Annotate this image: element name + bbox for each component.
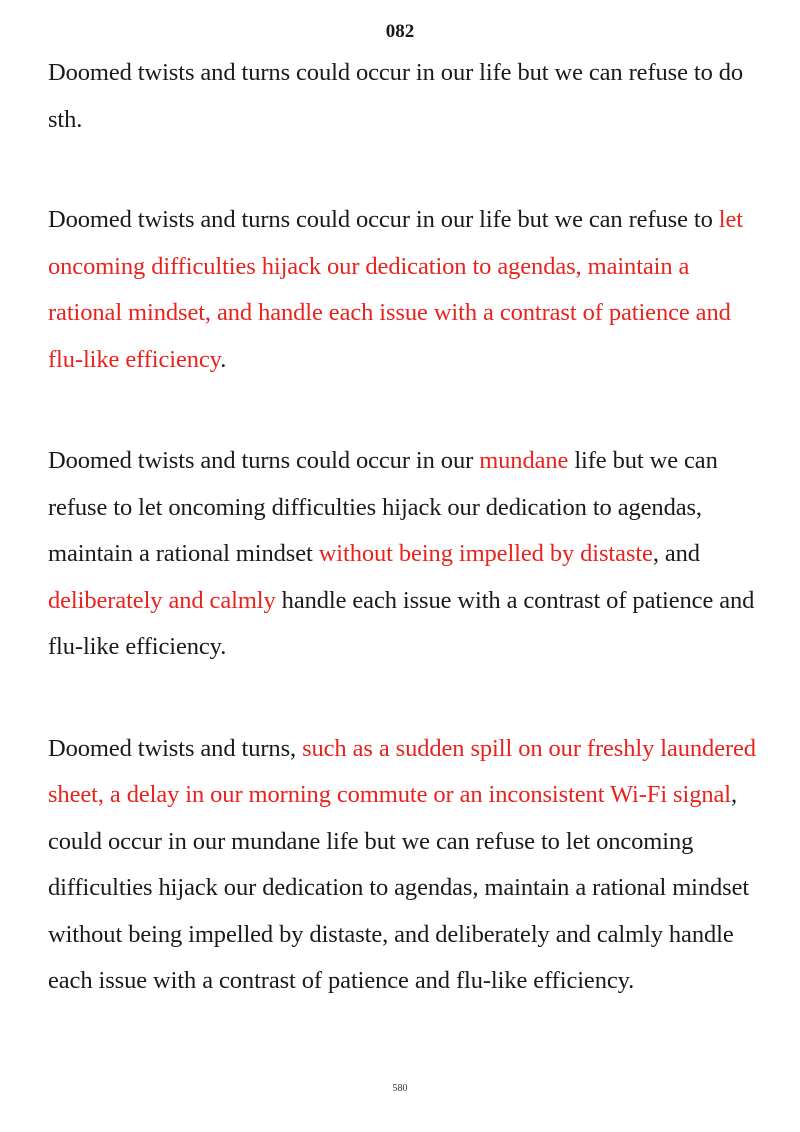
text-segment: Doomed twists and turns could occur in our bbox=[48, 447, 480, 474]
paragraph-base-sentence bbox=[48, 50, 763, 143]
highlighted-segment: mundane bbox=[479, 447, 569, 474]
text-segment: Doomed twists and turns could occur in our life but we can refuse to bbox=[48, 206, 719, 233]
text-segment: , could occur in our mundane life but we can refuse to let oncoming difficulties hijack our dedication to agendas, maintain a rational mindset without being impelled by distaste, and deliberately and calmly handle each issue with a contrast of patience and flu-like efficiency. bbox=[48, 781, 750, 994]
highlighted-segment: let oncoming difficulties hijack our dedication to agendas, maintain a rational mindset, and handle each issue with a contrast of patience and flu-like efficiency bbox=[48, 206, 743, 373]
highlighted-segment: deliberately and calmly bbox=[48, 586, 276, 614]
text-segment: handle each issue with a contrast of patience and flu-like efficiency. bbox=[48, 586, 755, 660]
text-segment: , and bbox=[652, 540, 700, 567]
paragraph-expansion-3 bbox=[48, 726, 763, 1005]
highlighted-segment: without being impelled by distaste bbox=[318, 540, 653, 567]
page-number: 580 bbox=[392, 1083, 408, 1094]
text-segment: . bbox=[220, 345, 227, 373]
document-body bbox=[48, 50, 763, 1005]
entry-number: 082 bbox=[385, 21, 415, 42]
text-segment: Doomed twists and turns could occur in our life but we can refuse to do sth. bbox=[48, 59, 744, 133]
paragraph-expansion-1 bbox=[48, 197, 763, 383]
highlighted-segment: such as a sudden spill on our freshly laundered sheet, a delay in our morning commute or an inconsistent Wi-Fi signal bbox=[48, 734, 756, 808]
text-segment: life but we can refuse to let oncoming difficulties hijack our dedication to agendas, maintain a rational mindset bbox=[48, 447, 718, 567]
text-segment: Doomed twists and turns, bbox=[48, 734, 303, 762]
paragraph-expansion-2 bbox=[48, 438, 763, 671]
